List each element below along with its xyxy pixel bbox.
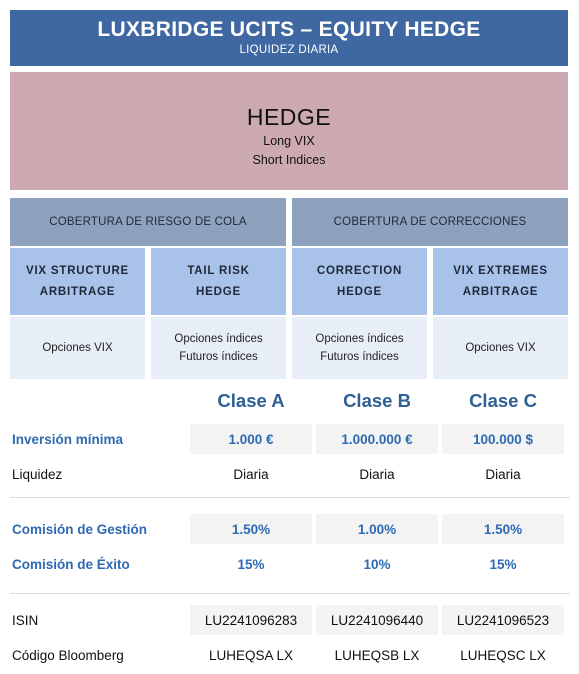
strategy-tail-risk-hedge	[151, 248, 286, 315]
row-label-isin: ISIN	[12, 612, 39, 628]
cell-liquidez-b: Diaria	[359, 466, 395, 482]
cell-exito-c: 15%	[489, 556, 517, 572]
cell-isin-a: LU2241096283	[190, 605, 312, 635]
instruments-vix-structure	[10, 317, 145, 379]
row-label-liquidez: Liquidez	[12, 466, 63, 482]
cell-gestion-a: 1.50%	[190, 514, 312, 544]
cell-gestion-c: 1.50%	[442, 514, 564, 544]
cell-isin-b: LU2241096440	[316, 605, 438, 635]
row-label-comision-exito: Comisión de Éxito	[12, 556, 130, 572]
cell-exito-b: 10%	[363, 556, 391, 572]
instrument-text: Opciones índices	[174, 333, 263, 345]
strategy-label: VIX EXTREMES	[453, 264, 548, 277]
group-tail-risk-label: COBERTURA DE RIESGO DE COLA	[49, 216, 247, 228]
cell-liquidez-c: Diaria	[485, 466, 521, 482]
group-corrections-label: COBERTURA DE CORRECCIONES	[333, 216, 527, 228]
divider	[10, 497, 570, 498]
column-header-clase-c: Clase C	[469, 390, 537, 411]
strategy-label: ARBITRAGE	[462, 285, 539, 298]
instruments-tail-risk	[151, 317, 286, 379]
group-corrections	[292, 198, 568, 246]
strategy-vix-extremes-arbitrage	[433, 248, 568, 315]
row-label-codigo-bloomberg: Código Bloomberg	[12, 647, 124, 663]
instrument-text: Opciones VIX	[465, 342, 536, 354]
strategy-vix-structure-arbitrage	[10, 248, 145, 315]
row-label-comision-gestion: Comisión de Gestión	[12, 521, 148, 537]
strategy-label: HEDGE	[337, 285, 382, 298]
hedge-box	[10, 72, 568, 190]
instruments-vix-extremes	[433, 317, 568, 379]
strategy-correction-hedge	[292, 248, 427, 315]
header-banner	[10, 10, 568, 66]
group-tail-risk	[10, 198, 286, 246]
fund-title: LUXBRIDGE UCITS – EQUITY HEDGE	[97, 18, 481, 41]
fund-subtitle: LIQUIDEZ DIARIA	[239, 44, 339, 56]
cell-gestion-b: 1.00%	[316, 514, 438, 544]
cell-inversion-b: 1.000.000 €	[316, 424, 438, 454]
cell-isin-c: LU2241096523	[442, 605, 564, 635]
instrument-text: Opciones índices	[315, 333, 404, 345]
hedge-line-2: Short Indices	[252, 153, 326, 167]
cell-bloomberg-b: LUHEQSB LX	[334, 647, 420, 663]
column-header-clase-a: Clase A	[217, 390, 285, 411]
cell-bloomberg-c: LUHEQSC LX	[460, 647, 546, 663]
cell-inversion-c: 100.000 $	[442, 424, 564, 454]
cell-inversion-a: 1.000 €	[190, 424, 312, 454]
cell-exito-a: 15%	[237, 556, 265, 572]
strategy-label: ARBITRAGE	[39, 285, 116, 298]
instrument-text: Futuros índices	[179, 351, 258, 363]
hedge-title: HEDGE	[246, 104, 332, 130]
instruments-correction	[292, 317, 427, 379]
row-label-inversion-minima: Inversión mínima	[12, 431, 124, 447]
strategy-label: TAIL RISK	[187, 264, 250, 277]
divider	[10, 593, 570, 594]
cell-liquidez-a: Diaria	[233, 466, 269, 482]
instrument-text: Opciones VIX	[42, 342, 113, 354]
cell-bloomberg-a: LUHEQSA LX	[208, 647, 294, 663]
strategy-label: CORRECTION	[316, 264, 403, 277]
hedge-line-1: Long VIX	[263, 134, 315, 148]
strategy-label: HEDGE	[196, 285, 241, 298]
column-header-clase-b: Clase B	[343, 390, 411, 411]
instrument-text: Futuros índices	[320, 351, 399, 363]
strategy-label: VIX STRUCTURE	[25, 264, 130, 277]
